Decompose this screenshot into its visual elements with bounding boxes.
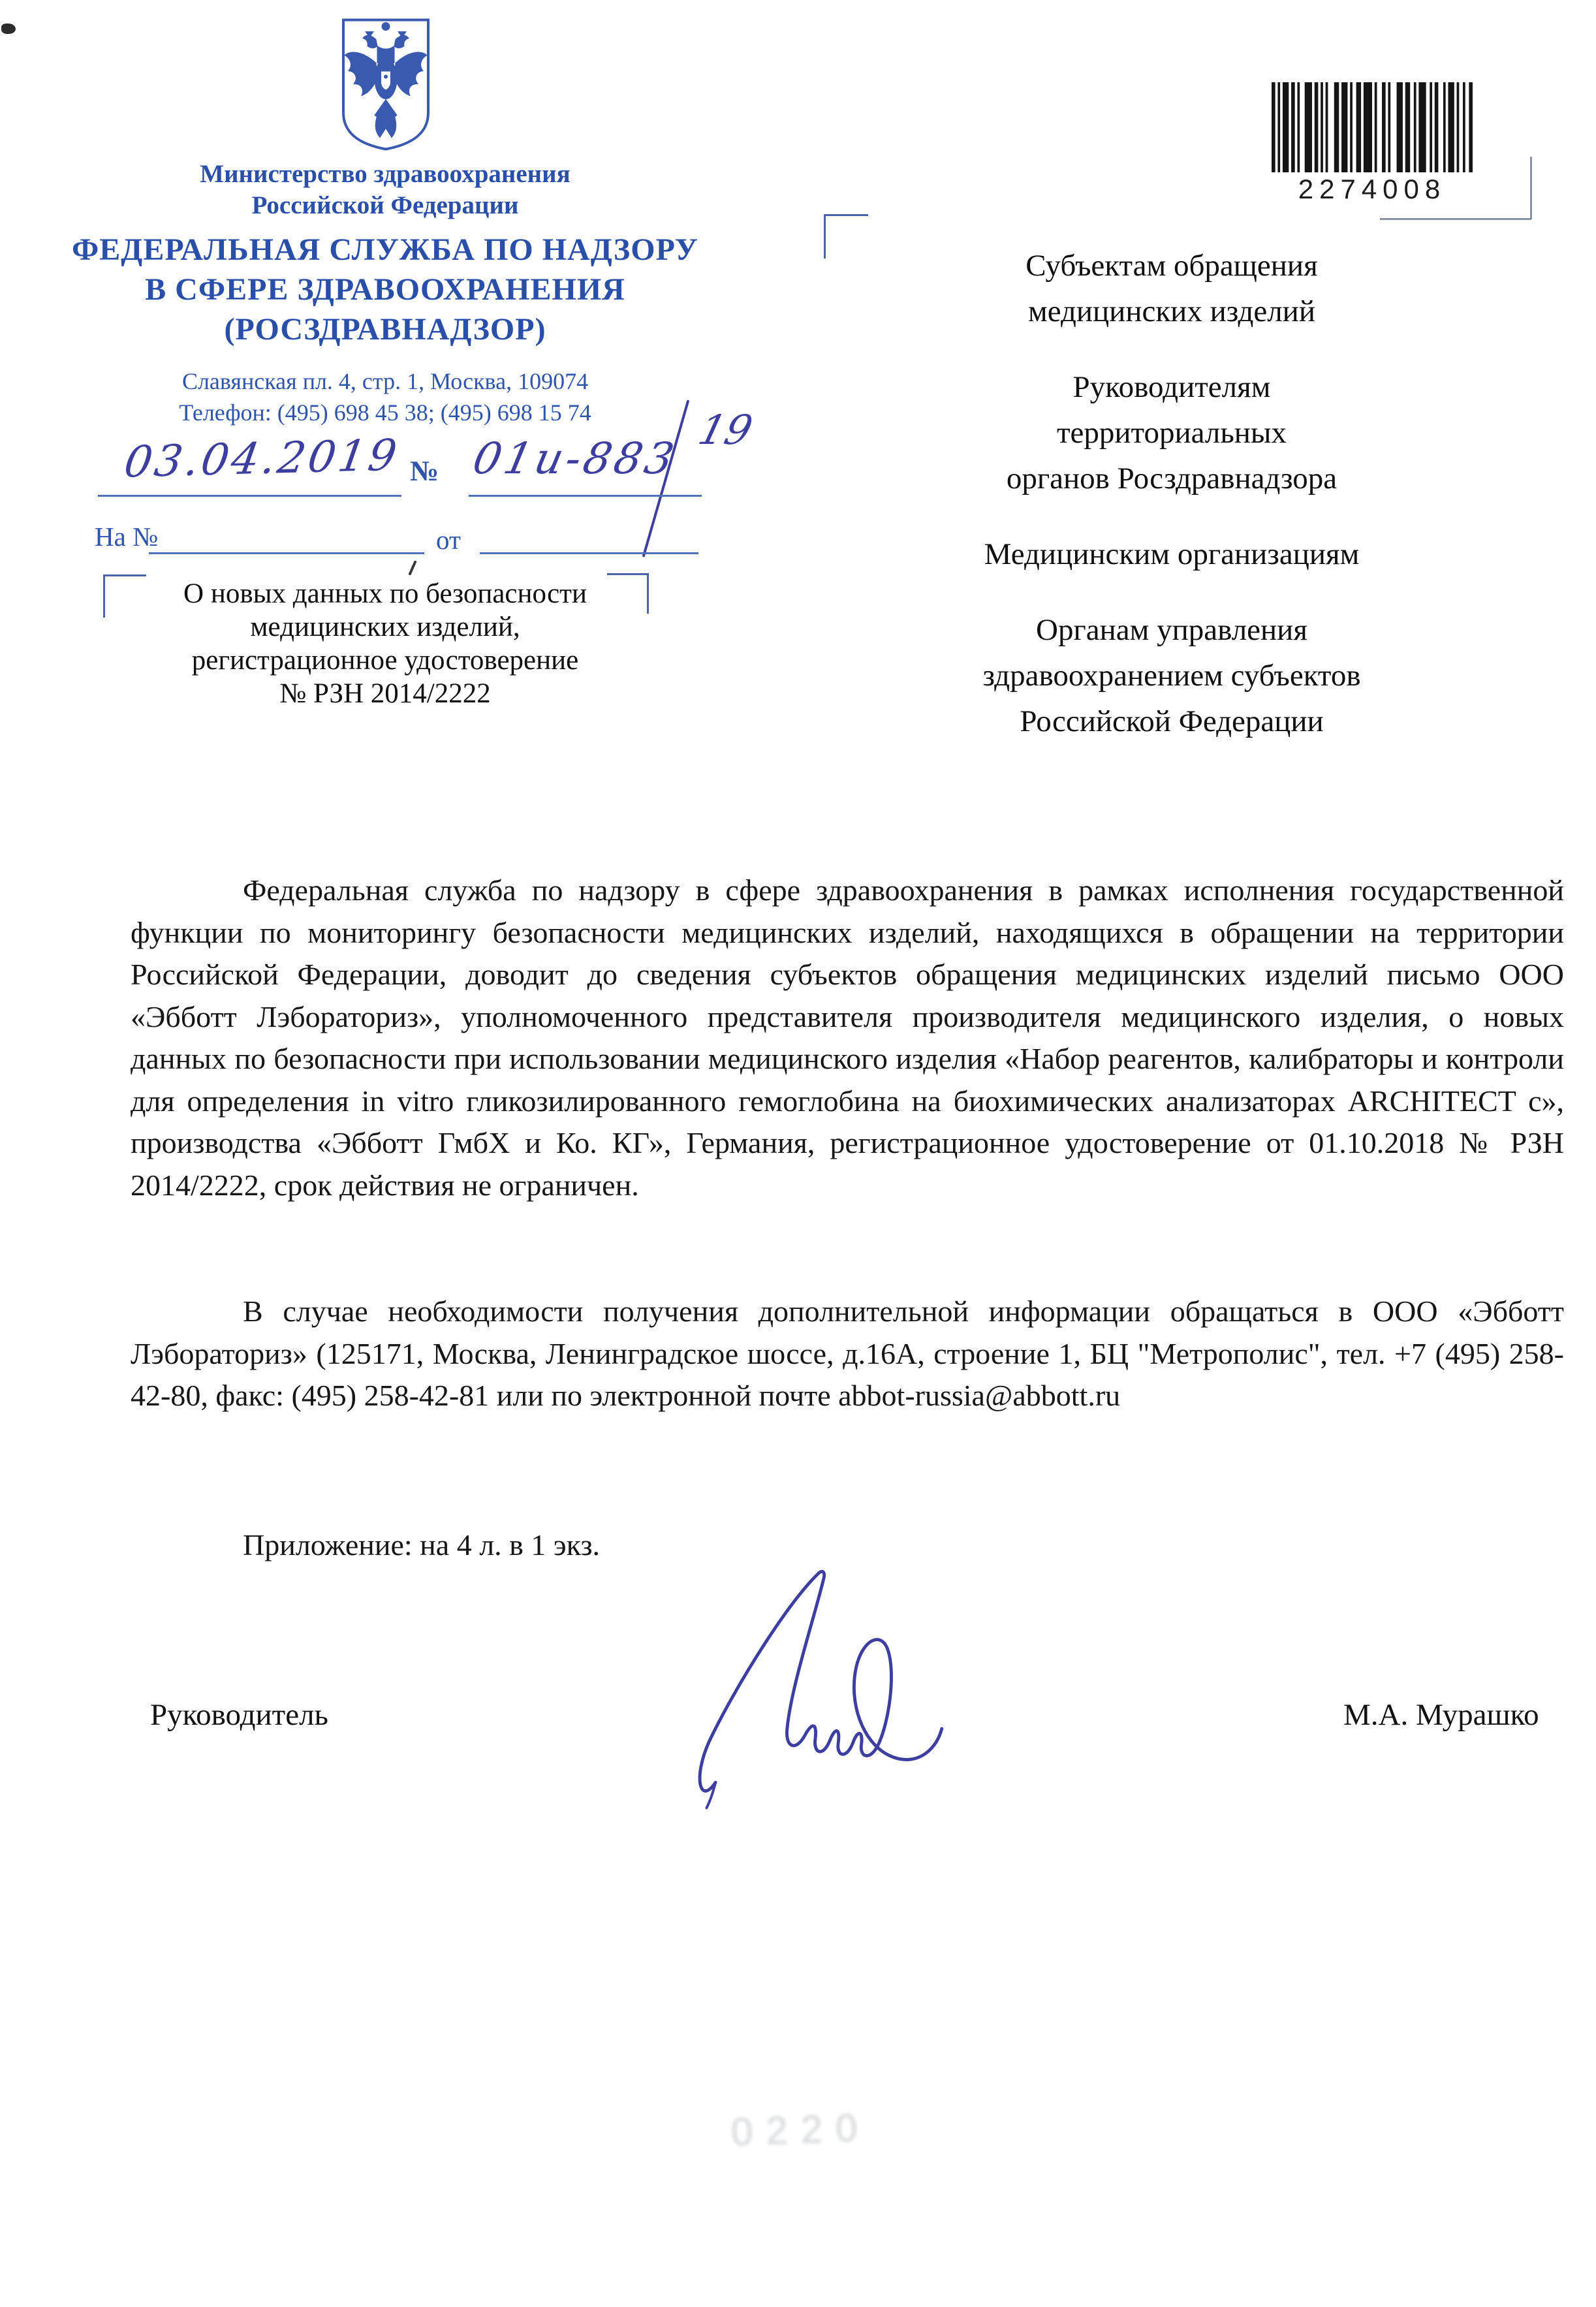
recipient-group xyxy=(907,364,1436,501)
na-no-label: На № xyxy=(95,522,159,552)
recipient-line: территориальных xyxy=(1056,416,1287,450)
date-underline xyxy=(98,495,401,497)
pen-tick-mark xyxy=(408,560,416,576)
recipient-line: Субъектам обращения xyxy=(1025,249,1318,283)
recipient-line: Российской Федерации xyxy=(1020,704,1324,738)
number-underline xyxy=(469,495,702,497)
barcode xyxy=(1272,82,1473,206)
recipient-line: здравоохранением субъектов xyxy=(982,659,1361,693)
service-line3: (РОСЗДРАВНАДЗОР) xyxy=(224,312,546,347)
signer-name: М.А. Мурашко xyxy=(1343,1698,1539,1732)
handwritten-date: 03.04.2019 xyxy=(121,430,403,488)
recipient-line: Медицинским организациям xyxy=(984,537,1360,571)
subject-line2: медицинских изделий, xyxy=(250,612,520,642)
recipients-block xyxy=(907,243,1436,774)
recipient-group xyxy=(907,243,1436,334)
recipient-line: медицинских изделий xyxy=(1027,294,1315,328)
ot-underline xyxy=(480,552,698,554)
barcode-image xyxy=(1272,82,1473,172)
attachment-note: Приложение: на 4 л. в 1 экз. xyxy=(243,1528,601,1562)
service-line1: ФЕДЕРАЛЬНАЯ СЛУЖБА ПО НАДЗОРУ xyxy=(72,232,698,267)
handwritten-number: 01и-883 xyxy=(468,433,681,484)
letterhead-phone: Телефон: (495) 698 45 38; (495) 698 15 74 xyxy=(179,400,591,426)
coat-of-arms-icon xyxy=(337,14,435,155)
recipient-line: органов Росздравнадзора xyxy=(1006,462,1338,495)
subject-block xyxy=(111,577,659,710)
ministry-line1: Министерство здравоохранения xyxy=(200,160,571,188)
subject-line1: О новых данных по безопасности xyxy=(183,578,587,609)
letterhead-contacts xyxy=(59,366,712,428)
number-sign: № xyxy=(410,455,439,487)
recipient-group xyxy=(907,607,1436,744)
ghost-imprint: 0220 xyxy=(730,2105,871,2154)
ot-label: от xyxy=(436,525,461,555)
barcode-number: 2274008 xyxy=(1298,174,1447,204)
body-paragraph-2: В случае необходимости получения дополнительной информации обращаться в ООО «Эбботт Лэбораториз» (125171, Москва, Ленинградское шоссе, д.16А, строение 1, БЦ "Метрополис", тел. +7 (495) 258-42-80, факс: (495) 258-42-81 или по электронной почте abbot-russia@abbott.ru xyxy=(131,1295,1564,1412)
ministry-title xyxy=(59,159,712,221)
recipient-group xyxy=(907,531,1436,577)
scan-speck xyxy=(1,24,16,34)
subject-line3: регистрационное удостоверение xyxy=(191,645,579,676)
ministry-line2: Российской Федерации xyxy=(251,191,519,219)
signer-position: Руководитель xyxy=(150,1698,328,1732)
recipient-line: Органам управления xyxy=(1036,613,1307,647)
service-line2: В СФЕРЕ ЗДРАВООХРАНЕНИЯ xyxy=(145,272,625,307)
recipient-line: Руководителям xyxy=(1072,370,1271,404)
letterhead-address: Славянская пл. 4, стр. 1, Москва, 109074 xyxy=(181,368,589,394)
signature-stroke xyxy=(659,1562,966,1842)
body-paragraph-1: Федеральная служба по надзору в сфере здравоохранения в рамках исполнения государственной функции по мониторингу безопасности медицинских изделий, находящихся в обращении на территории Российской Федерации, доводит до сведения субъектов обращения медицинских изделий письмо ООО «Эбботт Лэбораториз», уполномоченного представителя производителя медицинского изделия, о новых данных по безопасности при использовании медицинского изделия «Набор реагентов, калибраторы и контроли для определения in vitro гликозилированного гемоглобина на биохимических анализаторах ARCHITECT с», производства «Эбботт ГмбХ и Ко. КГ», Германия, регистрационное удостоверение от 01.10.2018 № РЗН 2014/2222, срок действия не ограничен. xyxy=(131,873,1564,1202)
service-title xyxy=(59,230,712,349)
na-no-underline xyxy=(149,552,424,554)
handwritten-number-suffix: 19 xyxy=(693,406,758,454)
subject-line4: № РЗН 2014/2222 xyxy=(279,678,491,709)
